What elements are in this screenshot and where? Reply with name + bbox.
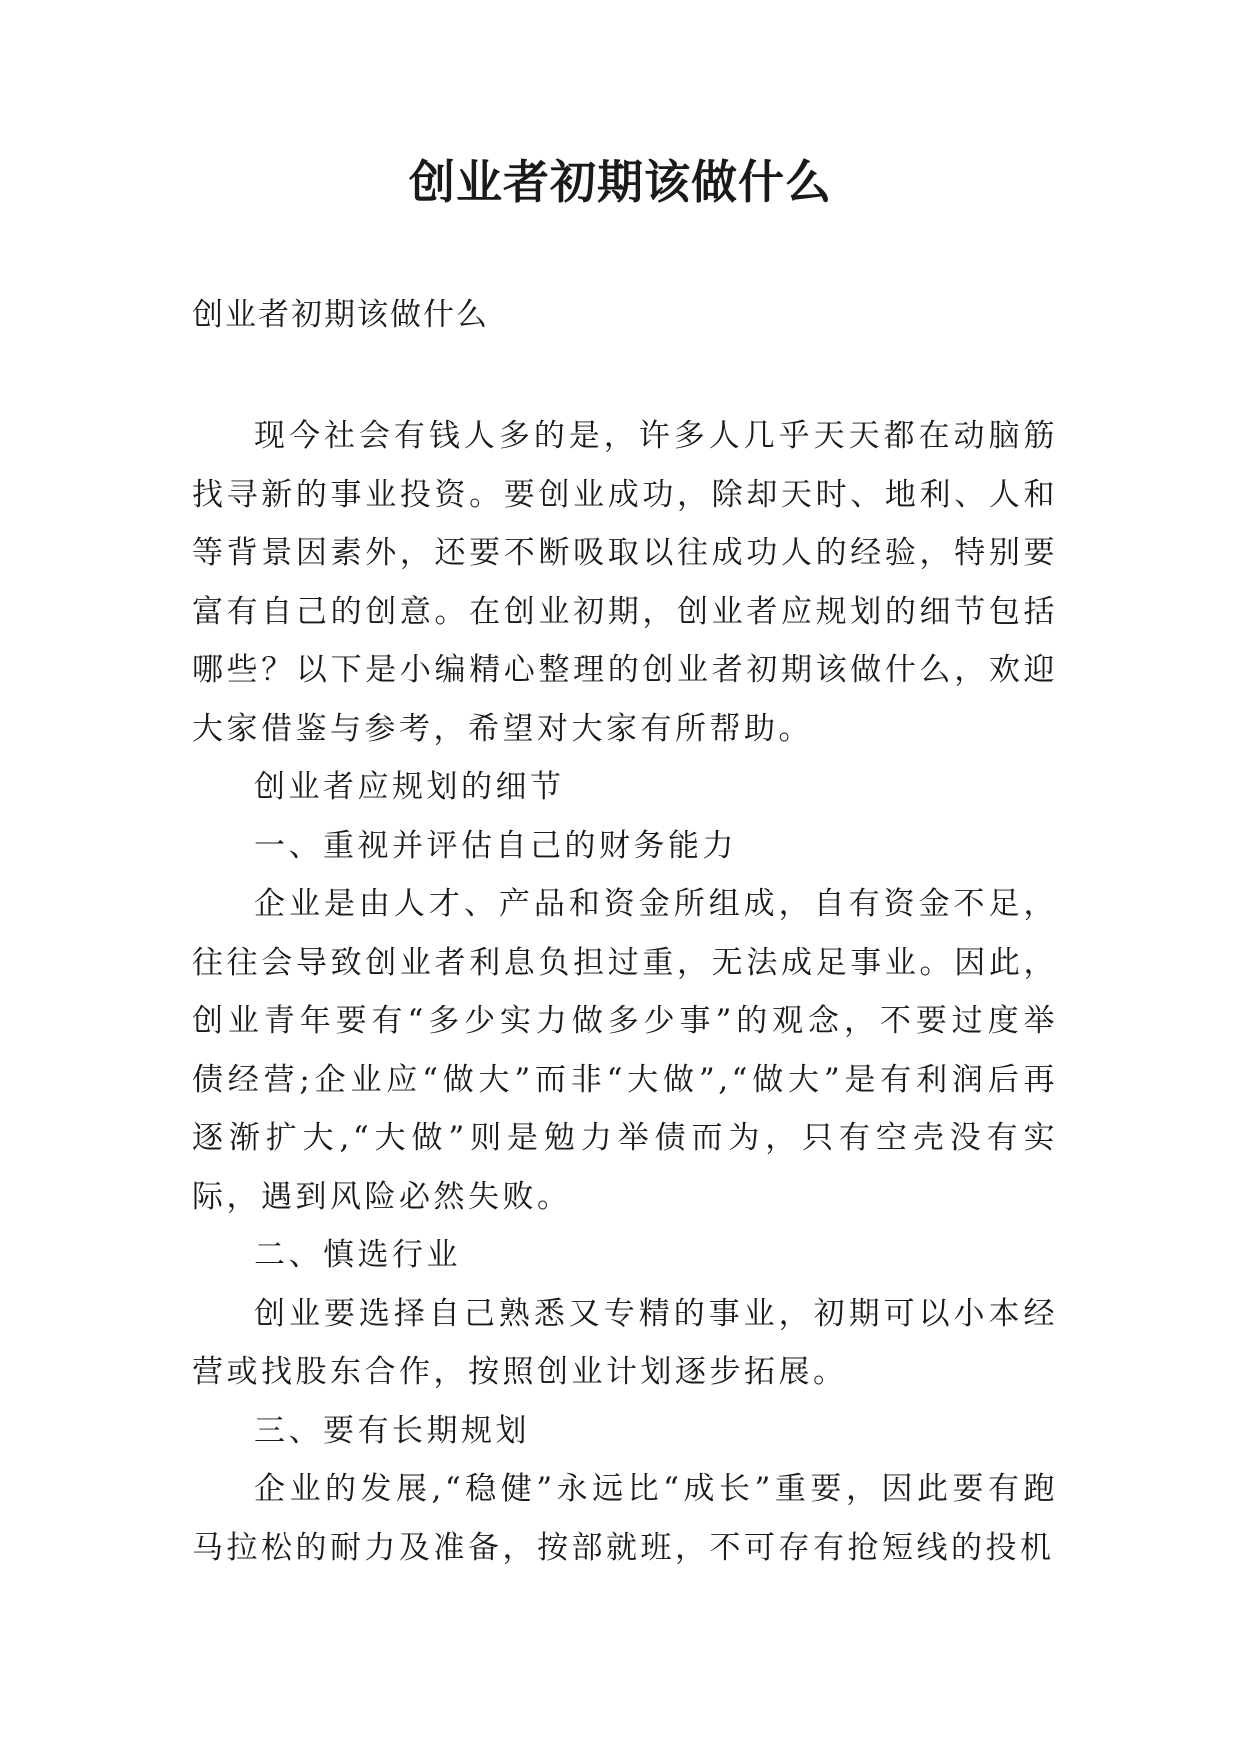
paragraph-finance: 企业是由人才、产品和资金所组成，自有资金不足，往往会导致创业者利息负担过重，无法成足事业。因此，创业青年要有“多少实力做多少事”的观念，不要过度举债经营;企业应“做大”而非“大做”,“做大”是有利润后再逐渐扩大,“大做”则是勉力举债而为，只有空壳没有实际，遇到风险必然失败。 [192, 886, 1058, 1215]
paragraph-industry: 创业要选择自己熟悉又专精的事业，初期可以小本经营或找股东合作，按照创业计划逐步拓展。 [192, 1295, 1058, 1390]
section-heading-long-term: 三、要有长期规划 [254, 1412, 530, 1449]
section-heading-finance: 一、重视并评估自己的财务能力 [254, 827, 737, 864]
document-body [192, 407, 1058, 1577]
paragraph-intro: 现今社会有钱人多的是，许多人几乎天天都在动脑筋找寻新的事业投资。要创业成功，除却天时、地利、人和等背景因素外，还要不断吸取以往成功人的经验，特别要富有自己的创意。在创业初期，创业者应规划的细节包括哪些？以下是小编精心整理的创业者初期该做什么，欢迎大家借鉴与参考，希望对大家有所帮助。 [192, 418, 1058, 747]
document-title: 创业者初期该做什么 [409, 155, 832, 209]
section-heading-industry: 二、慎选行业 [254, 1237, 461, 1273]
paragraph-long-term: 企业的发展,“稳健”永远比“成长”重要，因此要有跑马拉松的耐力及准备，按部就班，不可存有抢短线的投机 [192, 1471, 1058, 1566]
section-heading-planning-details: 创业者应规划的细节 [254, 769, 565, 805]
document-subtitle: 创业者初期该做什么 [192, 297, 489, 333]
